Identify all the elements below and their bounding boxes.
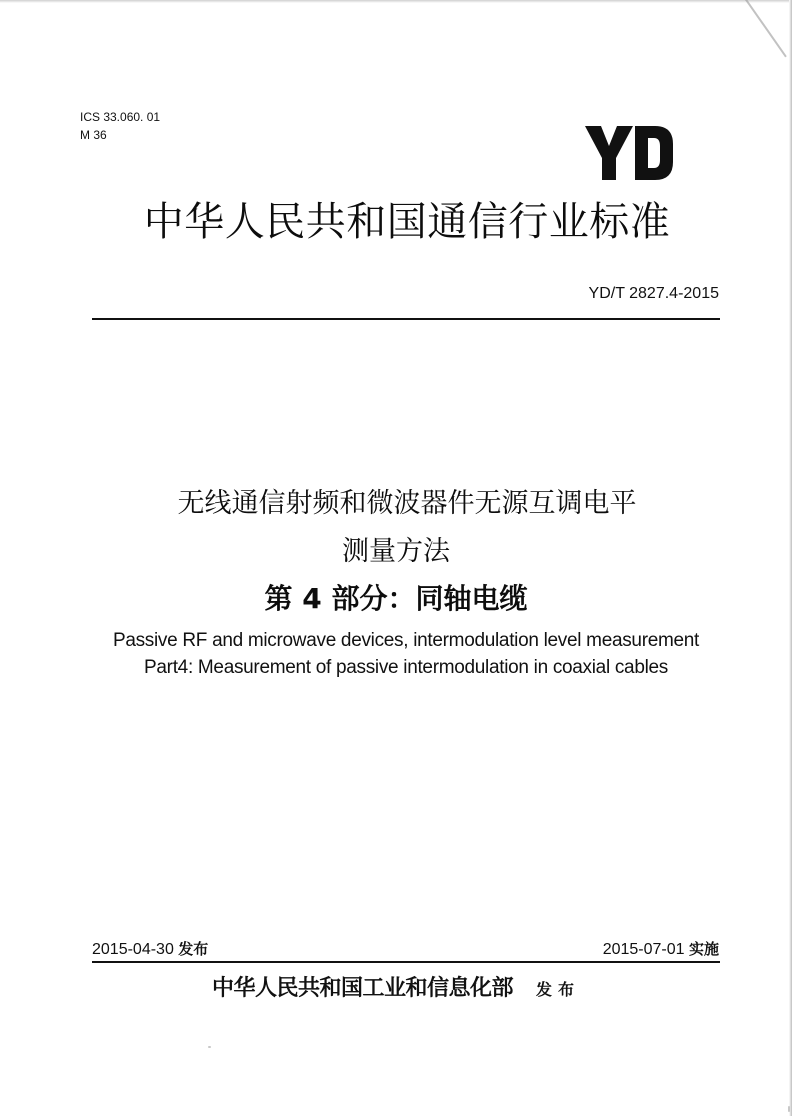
scan-edge-top — [0, 0, 792, 3]
chinese-title-line-1: 无线通信射频和微波器件无源互调电平 — [177, 488, 637, 519]
scan-fold-mark — [745, 0, 787, 57]
english-title-line-1: Passive RF and microwave devices, intermodulation level measurement — [112, 630, 700, 651]
issuing-authority — [0, 972, 792, 1006]
bottom-divider-rule — [92, 961, 720, 963]
standard-number: YD/T 2827.4-2015 — [588, 285, 719, 302]
implementation-date — [603, 938, 719, 961]
implementation-date-label: 实施 — [688, 940, 719, 958]
implementation-date-value: 2015-07-01 — [602, 941, 685, 958]
english-title-line-2: Part4: Measurement of passive intermodulation in coaxial cables — [144, 657, 668, 678]
issue-date-label: 发布 — [178, 940, 209, 958]
top-divider-rule — [92, 318, 720, 320]
chinese-title-line-2: 测量方法 — [342, 536, 450, 567]
scan-speck — [788, 1106, 790, 1112]
ics-code: ICS 33.060. 01 — [80, 110, 161, 124]
issue-date — [92, 938, 208, 961]
classification-codes — [80, 108, 160, 144]
scan-speck — [208, 1046, 211, 1048]
issue-date-value: 2015-04-30 — [92, 941, 174, 958]
ccs-code: M 36 — [80, 128, 107, 142]
industry-standard-title: 中华人民共和国通信行业标准 — [143, 199, 671, 245]
chinese-title-part: 第 4 部分：同轴电缆 — [264, 582, 528, 615]
issuing-organization: 中华人民共和国工业和信息化部 — [211, 975, 513, 1001]
yd-logo — [583, 124, 675, 182]
issuing-action: 发布 — [536, 980, 581, 999]
